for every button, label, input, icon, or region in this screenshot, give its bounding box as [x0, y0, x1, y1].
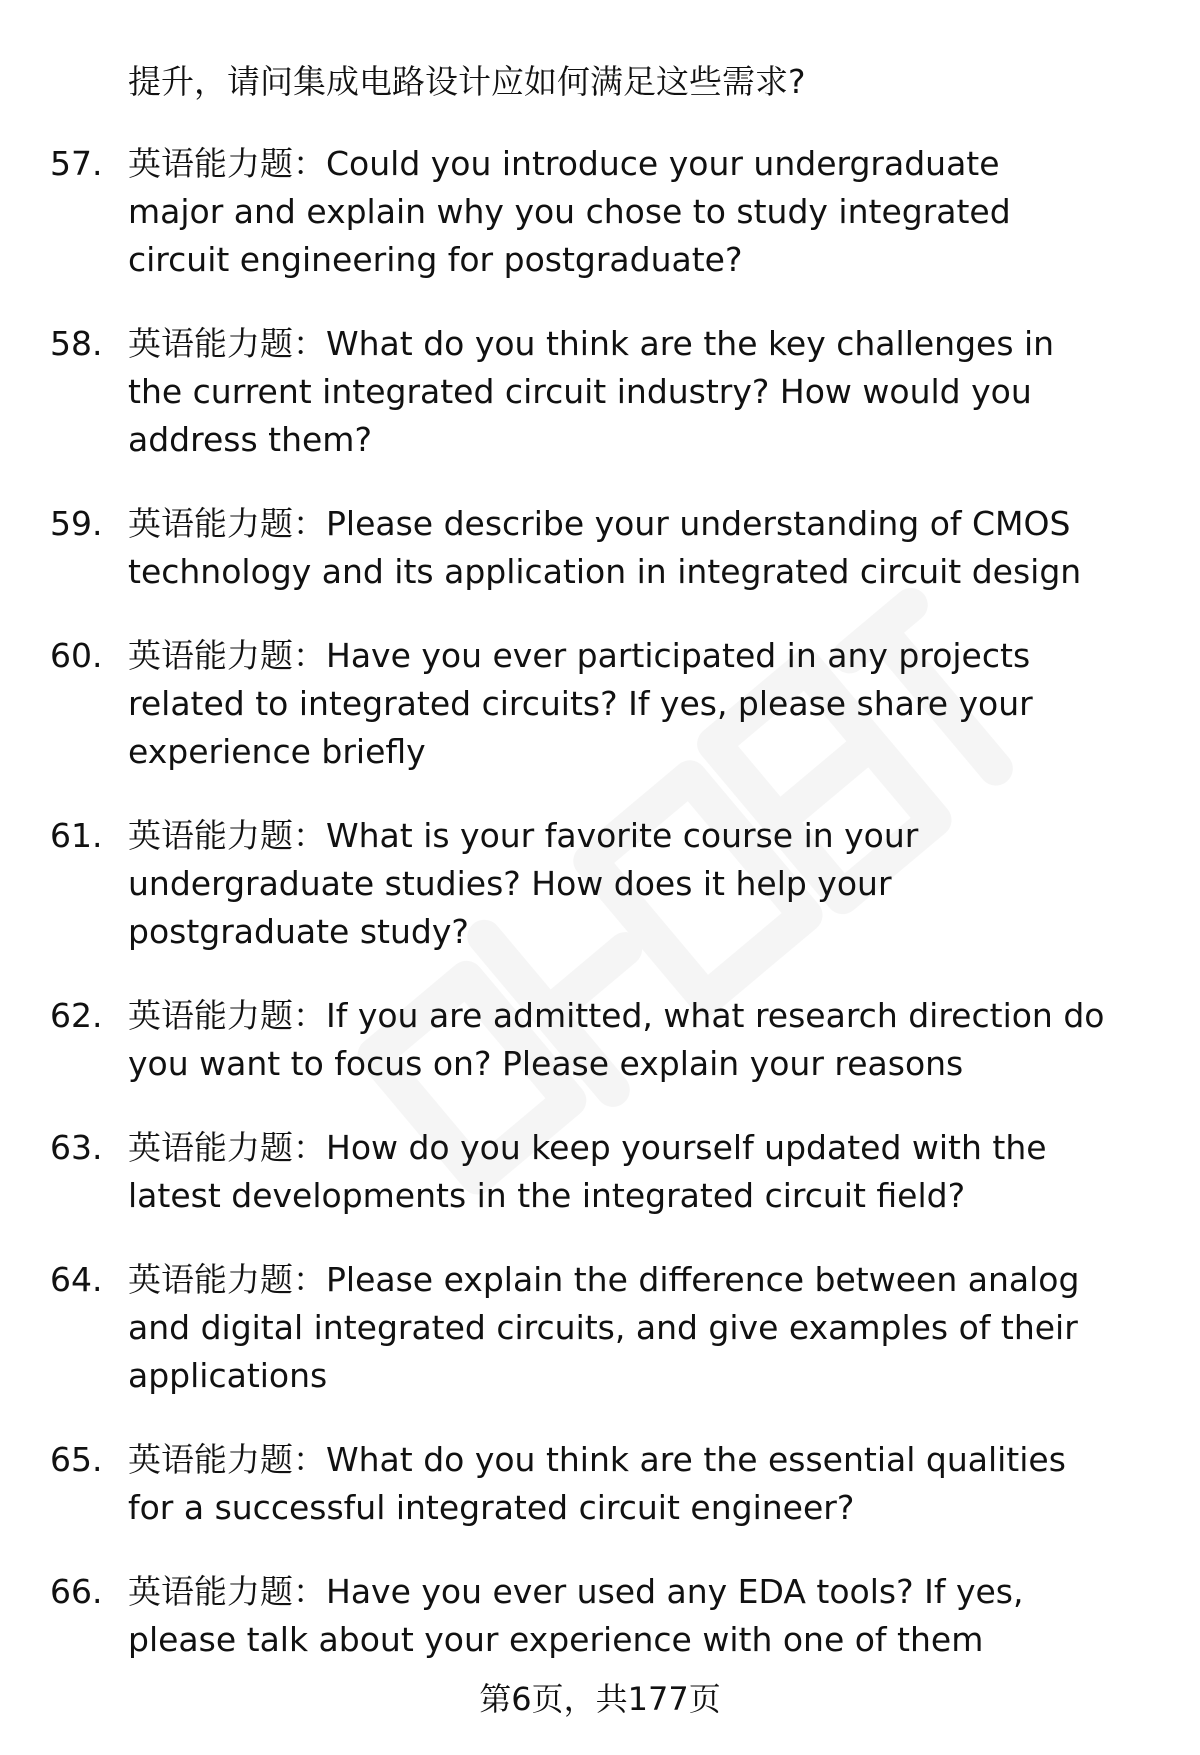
- list-item: [0, 632, 1200, 812]
- list-item: [0, 1256, 1200, 1436]
- question-number: 61.: [50, 816, 103, 855]
- list-item: [0, 1124, 1200, 1256]
- list-item: [0, 140, 1200, 320]
- question-number: 65.: [50, 1440, 103, 1479]
- question-number: 59.: [50, 504, 103, 543]
- question-text: 英语能力题：If you are admitted, what research direction do you want to focus on? Please explain your reasons: [128, 996, 1105, 1083]
- question-text: 英语能力题：Have you ever used any EDA tools? If yes, please talk about your experience with one of them: [128, 1572, 1024, 1659]
- list-item: [0, 1568, 1200, 1668]
- question-text: 英语能力题：Please describe your understanding of CMOS technology and its application in integrated circuit design: [128, 504, 1082, 591]
- question-number: 62.: [50, 996, 103, 1035]
- question-text: 英语能力题：What do you think are the key challenges in the current integrated circuit industry? How would you address them?: [128, 324, 1055, 459]
- question-text: 英语能力题：How do you keep yourself updated with the latest developments in the integrated circuit field?: [128, 1128, 1047, 1215]
- question-text: 英语能力题：What is your favorite course in your undergraduate studies? How does it help your postgraduate study?: [128, 816, 919, 951]
- question-text: 英语能力题：Have you ever participated in any projects related to integrated circuits? If yes, please share your experience briefly: [128, 636, 1033, 771]
- list-item: [0, 992, 1200, 1124]
- list-item: [0, 500, 1200, 632]
- question-text: 英语能力题：Could you introduce your undergraduate major and explain why you chose to study integrated circuit engineering for postgraduate?: [128, 144, 1011, 279]
- question-text: 英语能力题：What do you think are the essential qualities for a successful integrated circuit engineer?: [128, 1440, 1066, 1527]
- list-item: [0, 320, 1200, 500]
- question-number: 57.: [50, 144, 103, 183]
- list-item: [0, 812, 1200, 992]
- continued-question-text: 提升，请问集成电路设计应如何满足这些需求?: [128, 62, 806, 101]
- question-number: 63.: [50, 1128, 103, 1167]
- question-text: 英语能力题：Please explain the difference between analog and digital integrated circuits, and give examples of their applications: [128, 1260, 1080, 1395]
- question-number: 58.: [50, 324, 103, 363]
- page-number-footer: 第6页，共177页: [479, 1680, 721, 1718]
- question-number: 64.: [50, 1260, 103, 1299]
- question-number: 60.: [50, 636, 103, 675]
- question-number: 66.: [50, 1572, 103, 1611]
- list-item: [0, 1436, 1200, 1568]
- question-list: [0, 140, 1200, 1668]
